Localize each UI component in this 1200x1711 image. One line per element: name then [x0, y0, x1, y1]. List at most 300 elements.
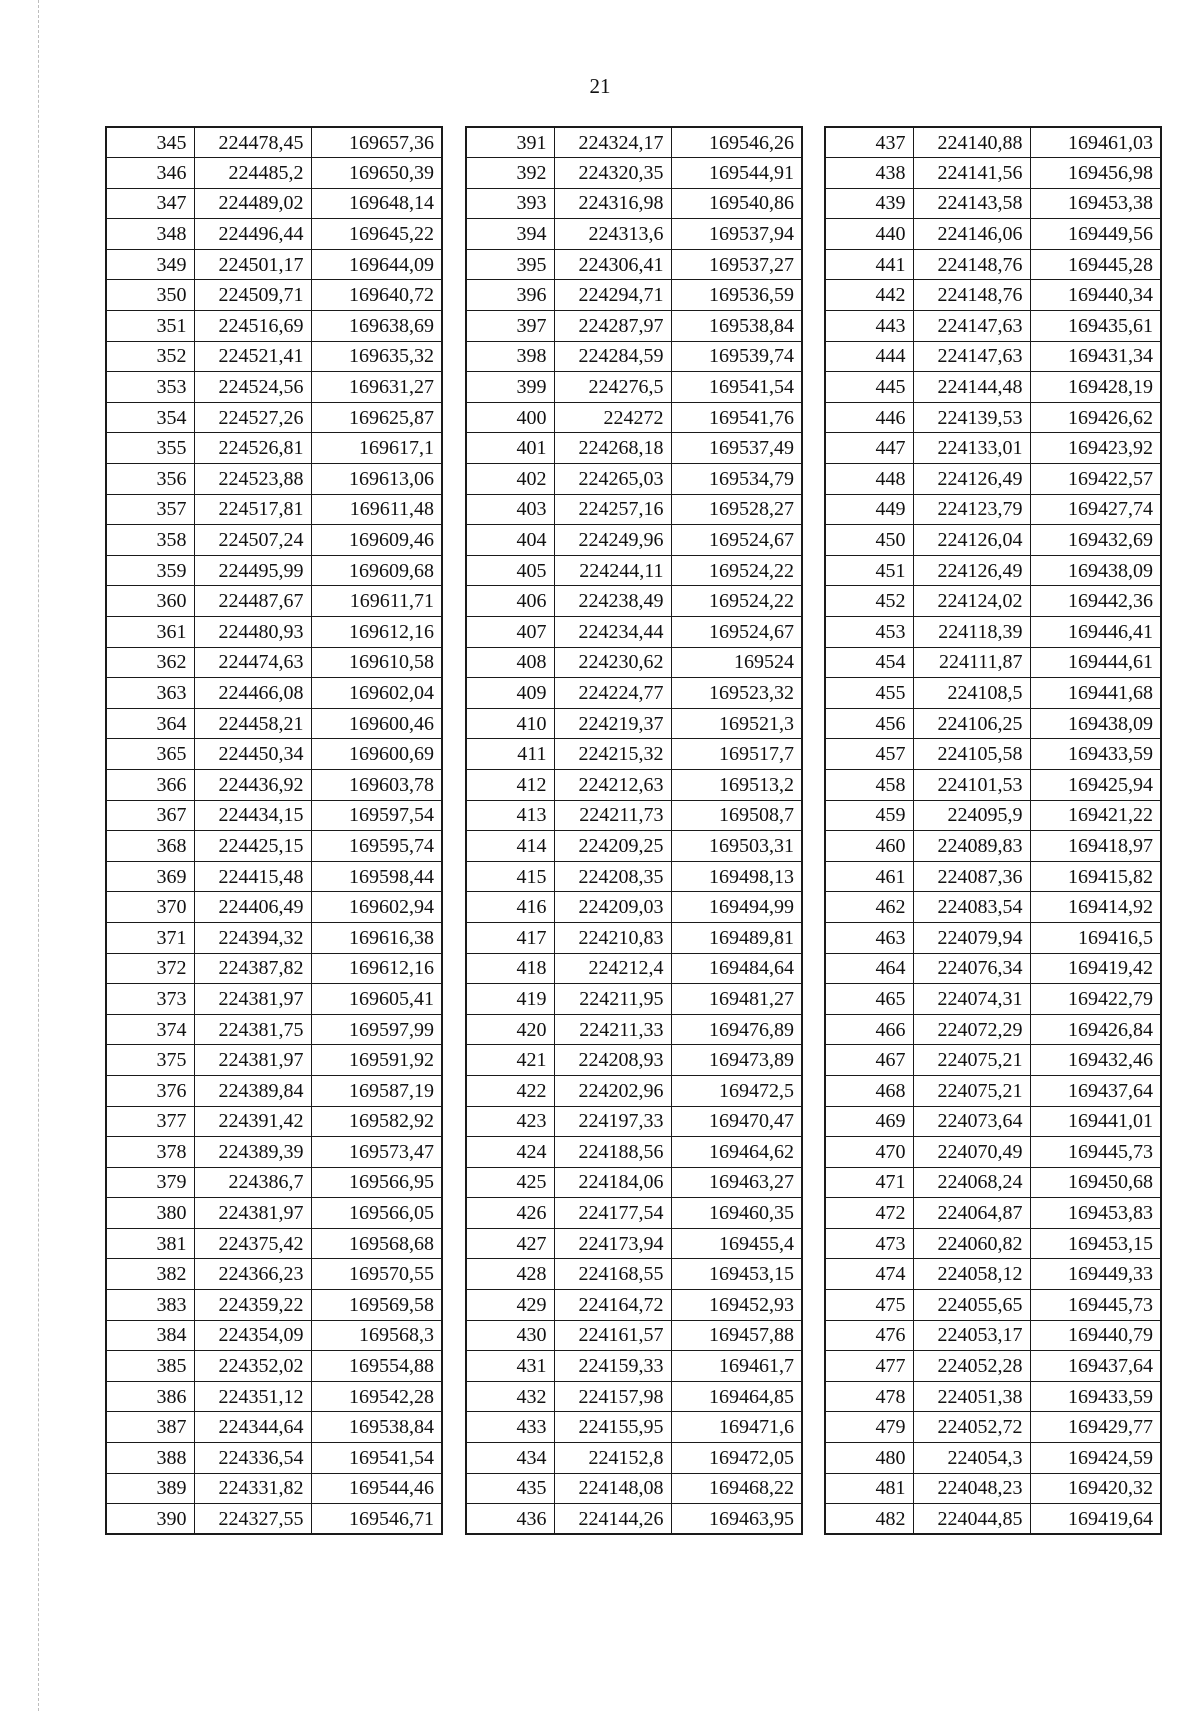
- y-coordinate-cell: 169617,1: [311, 433, 442, 464]
- y-coordinate-cell: 169415,82: [1030, 861, 1161, 892]
- x-coordinate-cell: 224202,96: [554, 1075, 671, 1106]
- y-coordinate-cell: 169473,89: [671, 1045, 802, 1076]
- y-coordinate-cell: 169423,92: [1030, 433, 1161, 464]
- point-number-cell: 402: [466, 464, 554, 495]
- y-coordinate-cell: 169528,27: [671, 494, 802, 525]
- x-coordinate-cell: 224148,08: [554, 1473, 671, 1504]
- x-coordinate-cell: 224375,42: [194, 1228, 311, 1259]
- table-row: [466, 1228, 802, 1259]
- point-number-cell: 397: [466, 311, 554, 342]
- y-coordinate-cell: 169452,93: [671, 1290, 802, 1321]
- y-coordinate-cell: 169582,92: [311, 1106, 442, 1137]
- point-number-cell: 381: [106, 1228, 194, 1259]
- point-number-cell: 460: [825, 831, 913, 862]
- y-coordinate-cell: 169650,39: [311, 158, 442, 189]
- point-number-cell: 394: [466, 219, 554, 250]
- point-number-cell: 405: [466, 555, 554, 586]
- x-coordinate-cell: 224075,21: [913, 1045, 1030, 1076]
- x-coordinate-cell: 224209,25: [554, 831, 671, 862]
- table-row: [106, 188, 442, 219]
- table-row: [825, 555, 1161, 586]
- y-coordinate-cell: 169537,94: [671, 219, 802, 250]
- point-number-cell: 438: [825, 158, 913, 189]
- point-number-cell: 453: [825, 617, 913, 648]
- table-row: [466, 861, 802, 892]
- x-coordinate-cell: 224064,87: [913, 1198, 1030, 1229]
- point-number-cell: 373: [106, 984, 194, 1015]
- table-row: [466, 1351, 802, 1382]
- point-number-cell: 382: [106, 1259, 194, 1290]
- y-coordinate-cell: 169534,79: [671, 464, 802, 495]
- y-coordinate-cell: 169470,47: [671, 1106, 802, 1137]
- point-number-cell: 433: [466, 1412, 554, 1443]
- y-coordinate-cell: 169538,84: [671, 311, 802, 342]
- x-coordinate-cell: 224141,56: [913, 158, 1030, 189]
- x-coordinate-cell: 224052,28: [913, 1351, 1030, 1382]
- table-row: [825, 1504, 1161, 1535]
- y-coordinate-cell: 169524,67: [671, 525, 802, 556]
- table-row: [825, 1137, 1161, 1168]
- coordinates-table-3: [824, 126, 1162, 1535]
- point-number-cell: 467: [825, 1045, 913, 1076]
- table-row: [466, 1504, 802, 1535]
- point-number-cell: 383: [106, 1290, 194, 1321]
- x-coordinate-cell: 224386,7: [194, 1167, 311, 1198]
- point-number-cell: 422: [466, 1075, 554, 1106]
- table-row: [106, 219, 442, 250]
- x-coordinate-cell: 224070,49: [913, 1137, 1030, 1168]
- y-coordinate-cell: 169539,74: [671, 341, 802, 372]
- y-coordinate-cell: 169570,55: [311, 1259, 442, 1290]
- table-row: [466, 1473, 802, 1504]
- point-number-cell: 473: [825, 1228, 913, 1259]
- y-coordinate-cell: 169625,87: [311, 402, 442, 433]
- table-row: [466, 188, 802, 219]
- point-number-cell: 461: [825, 861, 913, 892]
- table-row: [106, 249, 442, 280]
- table-row: [466, 1137, 802, 1168]
- x-coordinate-cell: 224284,59: [554, 341, 671, 372]
- y-coordinate-cell: 169569,58: [311, 1290, 442, 1321]
- point-number-cell: 392: [466, 158, 554, 189]
- point-number-cell: 374: [106, 1014, 194, 1045]
- y-coordinate-cell: 169524,22: [671, 586, 802, 617]
- y-coordinate-cell: 169523,32: [671, 678, 802, 709]
- point-number-cell: 443: [825, 311, 913, 342]
- y-coordinate-cell: 169425,94: [1030, 769, 1161, 800]
- point-number-cell: 456: [825, 708, 913, 739]
- coordinates-table-2: [465, 126, 803, 1535]
- table-row: [466, 280, 802, 311]
- table-row: [106, 800, 442, 831]
- y-coordinate-cell: 169498,13: [671, 861, 802, 892]
- x-coordinate-cell: 224351,12: [194, 1381, 311, 1412]
- point-number-cell: 378: [106, 1137, 194, 1168]
- point-number-cell: 361: [106, 617, 194, 648]
- x-coordinate-cell: 224389,84: [194, 1075, 311, 1106]
- y-coordinate-cell: 169610,58: [311, 647, 442, 678]
- y-coordinate-cell: 169503,31: [671, 831, 802, 862]
- y-coordinate-cell: 169542,28: [311, 1381, 442, 1412]
- x-coordinate-cell: 224147,63: [913, 341, 1030, 372]
- point-number-cell: 446: [825, 402, 913, 433]
- table-row: [106, 708, 442, 739]
- table-row: [825, 311, 1161, 342]
- x-coordinate-cell: 224168,55: [554, 1259, 671, 1290]
- x-coordinate-cell: 224051,38: [913, 1381, 1030, 1412]
- point-number-cell: 413: [466, 800, 554, 831]
- x-coordinate-cell: 224425,15: [194, 831, 311, 862]
- table-row: [466, 1290, 802, 1321]
- point-number-cell: 466: [825, 1014, 913, 1045]
- table-row: [825, 708, 1161, 739]
- point-number-cell: 380: [106, 1198, 194, 1229]
- y-coordinate-cell: 169648,14: [311, 188, 442, 219]
- x-coordinate-cell: 224089,83: [913, 831, 1030, 862]
- table-row: [466, 647, 802, 678]
- x-coordinate-cell: 224144,26: [554, 1504, 671, 1535]
- x-coordinate-cell: 224208,35: [554, 861, 671, 892]
- x-coordinate-cell: 224450,34: [194, 739, 311, 770]
- point-number-cell: 462: [825, 892, 913, 923]
- point-number-cell: 445: [825, 372, 913, 403]
- y-coordinate-cell: 169638,69: [311, 311, 442, 342]
- x-coordinate-cell: 224415,48: [194, 861, 311, 892]
- x-coordinate-cell: 224268,18: [554, 433, 671, 464]
- x-coordinate-cell: 224526,81: [194, 433, 311, 464]
- point-number-cell: 345: [106, 127, 194, 158]
- point-number-cell: 371: [106, 922, 194, 953]
- table-row: [825, 1198, 1161, 1229]
- point-number-cell: 385: [106, 1351, 194, 1382]
- table-row: [466, 1167, 802, 1198]
- table-row: [825, 219, 1161, 250]
- point-number-cell: 347: [106, 188, 194, 219]
- y-coordinate-cell: 169445,73: [1030, 1137, 1161, 1168]
- y-coordinate-cell: 169461,7: [671, 1351, 802, 1382]
- table-row: [106, 892, 442, 923]
- x-coordinate-cell: 224044,85: [913, 1504, 1030, 1535]
- y-coordinate-cell: 169416,5: [1030, 922, 1161, 953]
- table-row: [106, 1259, 442, 1290]
- x-coordinate-cell: 224164,72: [554, 1290, 671, 1321]
- table-row: [825, 617, 1161, 648]
- point-number-cell: 409: [466, 678, 554, 709]
- x-coordinate-cell: 224509,71: [194, 280, 311, 311]
- table-row: [106, 494, 442, 525]
- x-coordinate-cell: 224517,81: [194, 494, 311, 525]
- point-number-cell: 472: [825, 1198, 913, 1229]
- point-number-cell: 379: [106, 1167, 194, 1198]
- x-coordinate-cell: 224381,75: [194, 1014, 311, 1045]
- x-coordinate-cell: 224118,39: [913, 617, 1030, 648]
- table-row: [825, 1412, 1161, 1443]
- point-number-cell: 390: [106, 1504, 194, 1535]
- point-number-cell: 471: [825, 1167, 913, 1198]
- table-row: [106, 1412, 442, 1443]
- table-row: [466, 1381, 802, 1412]
- point-number-cell: 419: [466, 984, 554, 1015]
- point-number-cell: 452: [825, 586, 913, 617]
- y-coordinate-cell: 169611,71: [311, 586, 442, 617]
- point-number-cell: 449: [825, 494, 913, 525]
- x-coordinate-cell: 224366,23: [194, 1259, 311, 1290]
- x-coordinate-cell: 224074,31: [913, 984, 1030, 1015]
- point-number-cell: 482: [825, 1504, 913, 1535]
- x-coordinate-cell: 224124,02: [913, 586, 1030, 617]
- point-number-cell: 353: [106, 372, 194, 403]
- x-coordinate-cell: 224313,6: [554, 219, 671, 250]
- table-row: [106, 647, 442, 678]
- point-number-cell: 455: [825, 678, 913, 709]
- point-number-cell: 350: [106, 280, 194, 311]
- point-number-cell: 393: [466, 188, 554, 219]
- table-row: [106, 1290, 442, 1321]
- table-row: [825, 1473, 1161, 1504]
- table-row: [106, 433, 442, 464]
- x-coordinate-cell: 224387,82: [194, 953, 311, 984]
- point-number-cell: 346: [106, 158, 194, 189]
- point-number-cell: 406: [466, 586, 554, 617]
- point-number-cell: 480: [825, 1443, 913, 1474]
- y-coordinate-cell: 169546,26: [671, 127, 802, 158]
- point-number-cell: 362: [106, 647, 194, 678]
- x-coordinate-cell: 224210,83: [554, 922, 671, 953]
- y-coordinate-cell: 169537,49: [671, 433, 802, 464]
- y-coordinate-cell: 169472,5: [671, 1075, 802, 1106]
- x-coordinate-cell: 224155,95: [554, 1412, 671, 1443]
- y-coordinate-cell: 169612,16: [311, 953, 442, 984]
- point-number-cell: 477: [825, 1351, 913, 1382]
- y-coordinate-cell: 169524: [671, 647, 802, 678]
- y-coordinate-cell: 169602,94: [311, 892, 442, 923]
- x-coordinate-cell: 224354,09: [194, 1320, 311, 1351]
- y-coordinate-cell: 169453,15: [671, 1259, 802, 1290]
- y-coordinate-cell: 169435,61: [1030, 311, 1161, 342]
- table-row: [106, 1198, 442, 1229]
- table-row: [106, 1320, 442, 1351]
- table-row: [106, 311, 442, 342]
- x-coordinate-cell: 224075,21: [913, 1075, 1030, 1106]
- table-row: [466, 433, 802, 464]
- x-coordinate-cell: 224159,33: [554, 1351, 671, 1382]
- table-row: [825, 984, 1161, 1015]
- y-coordinate-cell: 169421,22: [1030, 800, 1161, 831]
- table-row: [106, 617, 442, 648]
- point-number-cell: 426: [466, 1198, 554, 1229]
- y-coordinate-cell: 169433,59: [1030, 1381, 1161, 1412]
- x-coordinate-cell: 224177,54: [554, 1198, 671, 1229]
- x-coordinate-cell: 224060,82: [913, 1228, 1030, 1259]
- x-coordinate-cell: 224436,92: [194, 769, 311, 800]
- x-coordinate-cell: 224133,01: [913, 433, 1030, 464]
- point-number-cell: 376: [106, 1075, 194, 1106]
- x-coordinate-cell: 224381,97: [194, 1198, 311, 1229]
- x-coordinate-cell: 224079,94: [913, 922, 1030, 953]
- table-row: [106, 1381, 442, 1412]
- table-row: [825, 953, 1161, 984]
- y-coordinate-cell: 169457,88: [671, 1320, 802, 1351]
- table-row: [825, 1167, 1161, 1198]
- table-row: [466, 892, 802, 923]
- y-coordinate-cell: 169437,64: [1030, 1351, 1161, 1382]
- x-coordinate-cell: 224507,24: [194, 525, 311, 556]
- x-coordinate-cell: 224188,56: [554, 1137, 671, 1168]
- point-number-cell: 423: [466, 1106, 554, 1137]
- table-row: [466, 464, 802, 495]
- table-row: [466, 586, 802, 617]
- x-coordinate-cell: 224108,5: [913, 678, 1030, 709]
- y-coordinate-cell: 169602,04: [311, 678, 442, 709]
- point-number-cell: 349: [106, 249, 194, 280]
- x-coordinate-cell: 224458,21: [194, 708, 311, 739]
- x-coordinate-cell: 224394,32: [194, 922, 311, 953]
- table-row: [106, 1075, 442, 1106]
- table-row: [106, 127, 442, 158]
- table-row: [825, 127, 1161, 158]
- point-number-cell: 368: [106, 831, 194, 862]
- point-number-cell: 364: [106, 708, 194, 739]
- x-coordinate-cell: 224140,88: [913, 127, 1030, 158]
- point-number-cell: 464: [825, 953, 913, 984]
- x-coordinate-cell: 224336,54: [194, 1443, 311, 1474]
- x-coordinate-cell: 224184,06: [554, 1167, 671, 1198]
- y-coordinate-cell: 169471,6: [671, 1412, 802, 1443]
- table-row: [466, 1320, 802, 1351]
- table-row: [466, 1412, 802, 1443]
- y-coordinate-cell: 169464,62: [671, 1137, 802, 1168]
- y-coordinate-cell: 169566,05: [311, 1198, 442, 1229]
- table-row: [466, 1106, 802, 1137]
- point-number-cell: 395: [466, 249, 554, 280]
- x-coordinate-cell: 224434,15: [194, 800, 311, 831]
- point-number-cell: 448: [825, 464, 913, 495]
- table-row: [106, 402, 442, 433]
- x-coordinate-cell: 224244,11: [554, 555, 671, 586]
- table-row: [466, 402, 802, 433]
- y-coordinate-cell: 169513,2: [671, 769, 802, 800]
- point-number-cell: 351: [106, 311, 194, 342]
- point-number-cell: 369: [106, 861, 194, 892]
- table-row: [106, 1228, 442, 1259]
- page-number: 21: [589, 74, 611, 98]
- x-coordinate-cell: 224306,41: [554, 249, 671, 280]
- table-row: [825, 249, 1161, 280]
- point-number-cell: 365: [106, 739, 194, 770]
- point-number-cell: 386: [106, 1381, 194, 1412]
- x-coordinate-cell: 224211,33: [554, 1014, 671, 1045]
- table-row: [825, 892, 1161, 923]
- x-coordinate-cell: 224126,04: [913, 525, 1030, 556]
- y-coordinate-cell: 169536,59: [671, 280, 802, 311]
- y-coordinate-cell: 169440,79: [1030, 1320, 1161, 1351]
- point-number-cell: 434: [466, 1443, 554, 1474]
- point-number-cell: 416: [466, 892, 554, 923]
- point-number-cell: 399: [466, 372, 554, 403]
- point-number-cell: 357: [106, 494, 194, 525]
- x-coordinate-cell: 224352,02: [194, 1351, 311, 1382]
- table-row: [106, 922, 442, 953]
- y-coordinate-cell: 169544,91: [671, 158, 802, 189]
- y-coordinate-cell: 169598,44: [311, 861, 442, 892]
- y-coordinate-cell: 169456,98: [1030, 158, 1161, 189]
- y-coordinate-cell: 169644,09: [311, 249, 442, 280]
- y-coordinate-cell: 169463,95: [671, 1504, 802, 1535]
- table-row: [106, 525, 442, 556]
- x-coordinate-cell: 224173,94: [554, 1228, 671, 1259]
- y-coordinate-cell: 169616,38: [311, 922, 442, 953]
- y-coordinate-cell: 169453,38: [1030, 188, 1161, 219]
- y-coordinate-cell: 169517,7: [671, 739, 802, 770]
- point-number-cell: 418: [466, 953, 554, 984]
- y-coordinate-cell: 169440,34: [1030, 280, 1161, 311]
- x-coordinate-cell: 224148,76: [913, 249, 1030, 280]
- table-row: [825, 1228, 1161, 1259]
- y-coordinate-cell: 169635,32: [311, 341, 442, 372]
- x-coordinate-cell: 224320,35: [554, 158, 671, 189]
- table-row: [106, 158, 442, 189]
- table-row: [106, 586, 442, 617]
- table-row: [466, 1259, 802, 1290]
- table-row: [825, 1075, 1161, 1106]
- x-coordinate-cell: 224331,82: [194, 1473, 311, 1504]
- table-row: [466, 219, 802, 250]
- table-row: [825, 647, 1161, 678]
- x-coordinate-cell: 224144,48: [913, 372, 1030, 403]
- x-coordinate-cell: 224053,17: [913, 1320, 1030, 1351]
- table-row: [466, 739, 802, 770]
- point-number-cell: 398: [466, 341, 554, 372]
- x-coordinate-cell: 224238,49: [554, 586, 671, 617]
- point-number-cell: 415: [466, 861, 554, 892]
- point-number-cell: 432: [466, 1381, 554, 1412]
- table-row: [825, 188, 1161, 219]
- point-number-cell: 420: [466, 1014, 554, 1045]
- y-coordinate-cell: 169450,68: [1030, 1167, 1161, 1198]
- point-number-cell: 355: [106, 433, 194, 464]
- point-number-cell: 442: [825, 280, 913, 311]
- point-number-cell: 474: [825, 1259, 913, 1290]
- table-row: [466, 1198, 802, 1229]
- table-row: [106, 464, 442, 495]
- table-row: [466, 1014, 802, 1045]
- y-coordinate-cell: 169613,06: [311, 464, 442, 495]
- y-coordinate-cell: 169464,85: [671, 1381, 802, 1412]
- y-coordinate-cell: 169600,69: [311, 739, 442, 770]
- table-row: [825, 464, 1161, 495]
- y-coordinate-cell: 169445,28: [1030, 249, 1161, 280]
- y-coordinate-cell: 169566,95: [311, 1167, 442, 1198]
- point-number-cell: 427: [466, 1228, 554, 1259]
- x-coordinate-cell: 224391,42: [194, 1106, 311, 1137]
- y-coordinate-cell: 169424,59: [1030, 1443, 1161, 1474]
- x-coordinate-cell: 224406,49: [194, 892, 311, 923]
- x-coordinate-cell: 224265,03: [554, 464, 671, 495]
- table-row: [466, 617, 802, 648]
- table-row: [825, 341, 1161, 372]
- x-coordinate-cell: 224055,65: [913, 1290, 1030, 1321]
- x-coordinate-cell: 224146,06: [913, 219, 1030, 250]
- x-coordinate-cell: 224219,37: [554, 708, 671, 739]
- table-row: [106, 1137, 442, 1168]
- table-row: [106, 1504, 442, 1535]
- point-number-cell: 411: [466, 739, 554, 770]
- x-coordinate-cell: 224105,58: [913, 739, 1030, 770]
- y-coordinate-cell: 169444,61: [1030, 647, 1161, 678]
- x-coordinate-cell: 224212,4: [554, 953, 671, 984]
- table-row: [466, 372, 802, 403]
- x-coordinate-cell: 224521,41: [194, 341, 311, 372]
